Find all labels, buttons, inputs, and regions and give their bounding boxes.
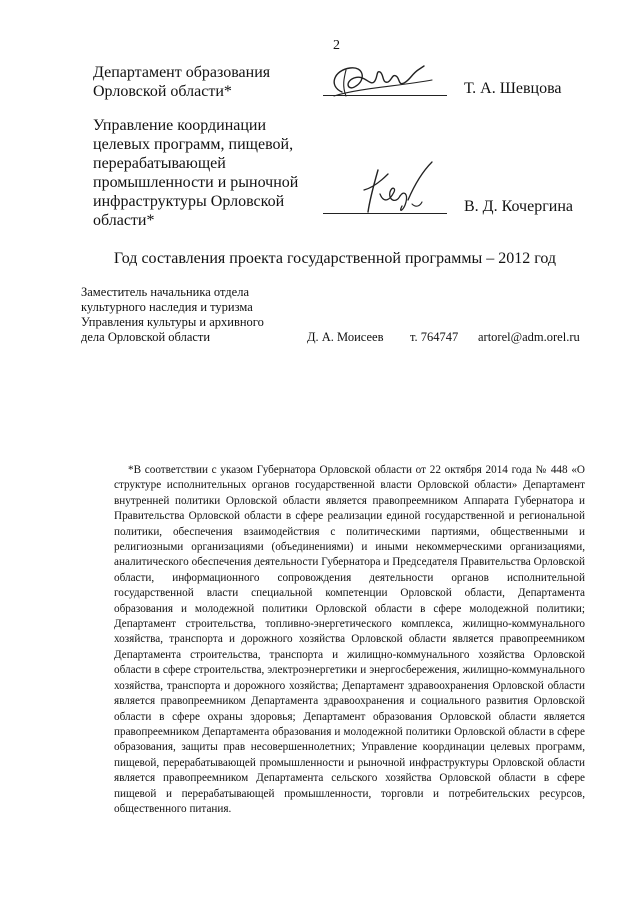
contact-position-line: дела Орловской области	[81, 330, 211, 344]
program-year-text: Год составления проекта государственной программы – 2012 год	[113, 250, 557, 267]
contact-name: Д. А. Моисеев	[307, 330, 384, 344]
org-line: Орловской области*	[93, 83, 232, 100]
footnote: *В соответствии с указом Губернатора Орловской области от 22 октября 2014 года № 448 «О структуре исполнительных органов государственной власти Орловской области» Департамент внутренней политики Орловской области является правопреемником Аппарата Губернатора и Правительства Орловской области в сфере реализации единой государственной и региональной политики, обеспечения взаимодействия с политическими партиями, общественными и религиозными организациями (объединениями) и иными некоммерческими организациями, аналитического обеспечения деятельности Губернатора и Председателя Правительства Орловской области, информационного сопровождения деятельности органов исполнительной государственной власти специальной компетенции Орловской области, Департамента образования и молодежной политики Орловской области в сфере молодежной политики; Департамент строительства, топливно-энергетического комплекса, жилищно-коммунального хозяйства, транспорта и дорожного хозяйства Орловской области является правопреемником Департамента строительства, транспорта и жилищно-коммунального хозяйства Орловской области в сфере строительства, электроэнергетики и энергосбережения, жилищно-коммунального хозяйства, транспорта и дорожного хозяйства; Департамент здравоохранения Орловской области является правопреемником Департамента здравоохранения и социального развития Орловской области в сфере охраны здоровья; Департамент образования Орловской области является правопреемником Департамента образования и молодежной политики Орловской области в сфере образования, защиты прав несовершеннолетних; Управление координации целевых программ, пищевой, перерабатывающей промышленности и рыночной инфраструктуры Орловской области является правопреемником Департамента сельского хозяйства Орловской области в сфере пищевой и перерабатывающей промышленности, торговли и потребительских ресурсов, общественного питания.	[114, 464, 585, 815]
org-line: Управление координации	[93, 117, 267, 134]
contact-phone: т. 764747	[410, 330, 459, 344]
signer-1-name: Т. А. Шевцова	[464, 80, 562, 97]
contact-position	[81, 285, 264, 345]
org-line: Департамент образования	[93, 64, 271, 81]
org-line: целевых программ, пищевой,	[93, 136, 294, 153]
org-line: промышленности и рыночной	[93, 174, 299, 191]
signatory-2-organization	[93, 116, 298, 230]
contact-position-line: Управления культуры и архивного	[81, 315, 264, 329]
program-year-line	[0, 250, 640, 268]
signature-1	[320, 56, 440, 106]
org-line: области*	[93, 212, 155, 229]
org-line: инфраструктуры Орловской	[93, 193, 285, 210]
signature-line-2	[323, 213, 447, 214]
contact-position-line: культурного наследия и туризма	[81, 300, 253, 314]
signer-2-name: В. Д. Кочергина	[464, 198, 573, 215]
signatory-1-organization	[93, 63, 270, 101]
contact-email: artorel@adm.orel.ru	[478, 330, 580, 344]
page-number: 2	[333, 38, 340, 53]
org-line: перерабатывающей	[93, 155, 226, 172]
contact-position-line: Заместитель начальника отдела	[81, 285, 249, 299]
signature-line-1	[323, 95, 447, 96]
